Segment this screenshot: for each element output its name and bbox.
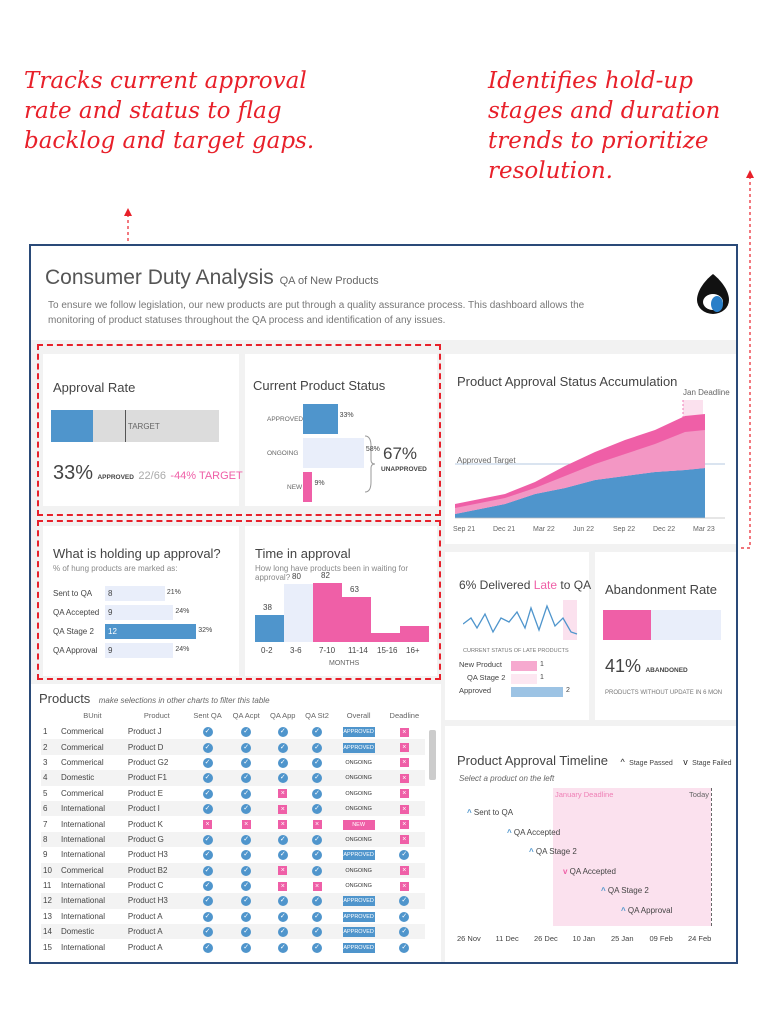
column-header[interactable]: BUnit	[83, 710, 102, 720]
overall-status-badge: APPROVED	[343, 729, 374, 736]
approval-rate-title: Approval Rate	[53, 380, 136, 395]
table-row[interactable]	[41, 801, 425, 816]
table-row[interactable]	[41, 832, 425, 847]
highlight-box-top	[37, 344, 441, 516]
row-unit: International	[60, 850, 105, 860]
column-header[interactable]: QA St2	[305, 710, 329, 720]
late-caption: CURRENT STATUS OF LATE PRODUCTS	[463, 648, 569, 654]
timeline-stage[interactable]	[563, 867, 616, 876]
company-logo-icon	[695, 272, 731, 316]
cross-icon: ×	[400, 866, 409, 875]
check-icon: ✓	[278, 758, 288, 768]
timeline-x-tick: 25 Jan	[611, 934, 634, 943]
time-xlabel: MONTHS	[329, 660, 360, 667]
row-unit: International	[60, 881, 105, 891]
unapproved-label: UNAPPROVED	[381, 466, 427, 473]
current-status-title: Current Product Status	[253, 378, 386, 393]
column-header[interactable]: Deadline	[389, 710, 420, 720]
row-unit: Commerical	[59, 863, 126, 878]
overall-status-badge: ONGOING	[345, 806, 372, 813]
check-icon: ✓	[312, 758, 322, 768]
check-icon: ✓	[312, 943, 322, 953]
today-marker	[711, 788, 712, 926]
row-unit: Commerical	[60, 788, 104, 798]
timeline-stage[interactable]	[621, 906, 672, 915]
row-unit: Commerical	[59, 739, 126, 754]
abandon-summary: 41% ABANDONED	[605, 656, 688, 676]
late-label: Approved	[459, 686, 492, 695]
status-label-approved: APPROVED	[267, 416, 304, 423]
cross-icon: ×	[400, 820, 409, 829]
timeline-x-tick: 09 Feb	[649, 934, 673, 943]
cross-icon: ×	[278, 789, 287, 798]
check-icon: ✓	[399, 850, 409, 860]
cross-icon: ×	[203, 820, 212, 829]
highlight-box-bottom	[37, 520, 441, 680]
row-product: Product C	[127, 881, 164, 891]
overall-status-badge: ONGOING	[345, 759, 372, 766]
abandon-caption: PRODUCTS WITHOUT UPDATE IN 6 MON	[605, 690, 723, 696]
dashboard-frame	[29, 244, 738, 964]
holding-pct: 24%	[175, 646, 190, 653]
check-icon: ✓	[241, 789, 251, 799]
check-icon: ✓	[312, 727, 322, 737]
timeline-x-tick: 26 Dec	[534, 934, 558, 943]
timeline-stage[interactable]	[601, 886, 649, 895]
holding-pct: 21%	[166, 589, 181, 596]
status-value-approved: 33%	[339, 412, 354, 419]
stage-passed-icon: ^	[529, 847, 536, 856]
row-product: Product D	[126, 739, 188, 754]
holding-pct: 24%	[175, 608, 190, 615]
time-x-tick: 11-14	[348, 646, 368, 655]
abandon-track	[603, 610, 721, 640]
timeline-panel[interactable]	[445, 726, 737, 964]
timeline-stage[interactable]	[529, 847, 577, 856]
check-icon: ✓	[312, 896, 322, 906]
status-value-new: 9%	[314, 480, 325, 487]
page-description: To ensure we follow legislation, our new products are put through a quality assurance process. This dashboard allows the monitoring of product statuses throughout the QA process and identification of any issues.	[48, 300, 585, 326]
table-row[interactable]	[41, 924, 425, 939]
holding-label: Sent to QA	[53, 589, 93, 598]
abandon-panel[interactable]	[595, 552, 737, 720]
row-number: 10	[41, 863, 59, 878]
check-icon: ✓	[203, 789, 213, 799]
check-icon: ✓	[241, 835, 251, 845]
time-bar-label: 63	[350, 584, 359, 594]
check-icon: ✓	[312, 743, 322, 753]
late-panel[interactable]	[445, 552, 592, 720]
late-count: 1	[540, 661, 544, 668]
stage-label: QA Accepted	[569, 866, 616, 876]
overall-status-badge: ONGOING	[345, 867, 372, 874]
today-label: Today	[689, 790, 710, 799]
abandon-bar	[603, 610, 651, 640]
check-icon: ✓	[241, 912, 251, 922]
row-number: 3	[43, 757, 48, 767]
target-label: TARGET	[127, 422, 160, 431]
deadline-label: Jan Deadline	[683, 388, 730, 397]
check-icon: ✓	[312, 850, 322, 860]
check-icon: ✓	[241, 927, 251, 937]
check-icon: ✓	[203, 804, 213, 814]
check-icon: ✓	[241, 804, 251, 814]
time-title: Time in approval	[255, 546, 351, 561]
check-icon: ✓	[203, 743, 213, 753]
check-icon: ✓	[241, 758, 251, 768]
acc-x-tick: Dec 22	[653, 526, 676, 533]
column-header[interactable]: QA App	[270, 710, 296, 720]
row-unit: International	[60, 942, 105, 952]
row-number: 8	[41, 832, 59, 847]
products-table	[41, 706, 425, 955]
overall-status-badge: APPROVED	[343, 852, 374, 859]
holding-title: What is holding up approval?	[53, 546, 221, 561]
unapproved-value: 67%	[383, 444, 418, 463]
annotation-left: Tracks current approval rate and status to flag backlog and target gaps.	[24, 68, 315, 154]
check-icon: ✓	[278, 743, 288, 753]
row-unit: International	[60, 819, 105, 829]
stage-label: QA Stage 2	[607, 886, 649, 895]
timeline-x-tick: 11 Dec	[495, 934, 519, 943]
cross-icon: ×	[400, 789, 409, 798]
annotation-right: Identifies hold-up stages and duration trends to prioritize resolution.	[488, 68, 721, 184]
cross-icon: ×	[400, 882, 409, 891]
time-bar-label: 82	[321, 570, 330, 580]
stage-passed-icon: ^	[507, 827, 514, 837]
table-row[interactable]	[41, 939, 425, 954]
late-label: QA Stage 2	[467, 673, 506, 682]
row-unit: Domestic	[59, 770, 126, 785]
cross-icon: ×	[242, 820, 251, 829]
col-index	[41, 706, 59, 724]
row-product: Product I	[126, 801, 188, 816]
late-sparkline	[463, 598, 581, 642]
holding-subtitle: % of hung products are marked as:	[53, 564, 178, 573]
row-product: Product B2	[126, 863, 188, 878]
table-row[interactable]	[41, 878, 425, 893]
row-product: Product K	[127, 819, 163, 829]
late-bar[interactable]	[511, 661, 537, 671]
check-icon: ✓	[312, 912, 322, 922]
stage-passed-icon: ^	[467, 808, 474, 817]
row-number: 5	[43, 788, 48, 798]
row-product: Product F1	[126, 770, 188, 785]
check-icon: ✓	[203, 896, 213, 906]
holding-label: QA Accepted	[53, 608, 100, 617]
row-product: Product G	[126, 832, 188, 847]
column-header[interactable]: Sent QA	[193, 710, 222, 720]
check-icon: ✓	[278, 727, 288, 737]
late-count: 2	[566, 687, 570, 694]
overall-status-badge: ONGOING	[345, 836, 372, 843]
check-icon: ✓	[241, 866, 251, 876]
accumulation-panel[interactable]	[445, 354, 737, 544]
late-title: 6% Delivered Late to QA	[459, 578, 592, 592]
check-icon: ✓	[241, 943, 251, 953]
table-row[interactable]	[41, 739, 425, 754]
page-subtitle: QA of New Products	[279, 275, 379, 287]
row-unit: International	[60, 911, 105, 921]
time-x-tick: 16+	[406, 646, 420, 655]
timeline-x-tick: 24 Feb	[688, 934, 712, 943]
time-bar-label: 38	[263, 602, 272, 612]
stage-label: QA Accepted	[513, 827, 561, 837]
check-icon: ✓	[203, 758, 213, 768]
timeline-x-tick: 26 Nov	[457, 934, 481, 943]
column-header[interactable]: Overall	[346, 710, 371, 720]
timeline-header: Product Approval Timeline ^ Stage Passed v Stage Failed	[457, 753, 732, 768]
cross-icon: ×	[400, 835, 409, 844]
stage-label: QA Approval	[627, 905, 673, 915]
holding-count: 9	[108, 646, 113, 655]
row-number: 7	[43, 819, 48, 829]
row-unit: Commerical	[60, 757, 104, 767]
table-row[interactable]	[41, 863, 425, 878]
cross-icon: ×	[400, 743, 409, 752]
row-product: Product A	[127, 942, 163, 952]
check-icon: ✓	[399, 896, 409, 906]
check-icon: ✓	[203, 835, 213, 845]
row-number: 11	[43, 881, 52, 891]
check-icon: ✓	[241, 773, 251, 783]
page-title: Consumer Duty Analysis QA of New Products	[45, 266, 379, 289]
overall-status-badge: APPROVED	[343, 913, 374, 920]
row-number: 6	[41, 801, 59, 816]
acc-x-tick: Mar 23	[693, 526, 715, 533]
check-icon: ✓	[278, 850, 288, 860]
cross-icon: ×	[278, 882, 287, 891]
table-row[interactable]	[41, 755, 425, 770]
table-row[interactable]	[41, 786, 425, 801]
row-number: 15	[43, 942, 52, 952]
row-product: Product A	[126, 924, 188, 939]
acc-x-tick: Sep 21	[453, 526, 476, 533]
cross-icon: ×	[278, 866, 287, 875]
overall-status-badge: APPROVED	[343, 744, 374, 751]
overall-status-badge: ONGOING	[345, 790, 372, 797]
cross-icon: ×	[313, 882, 322, 891]
overall-status-badge: ONGOING	[345, 775, 372, 782]
time-bar-label: 80	[292, 572, 301, 582]
late-label: New Product	[459, 660, 502, 669]
acc-x-tick: Mar 22	[533, 526, 555, 533]
row-unit: Commerical	[60, 727, 104, 737]
table-row[interactable]	[41, 770, 425, 785]
table-row[interactable]	[41, 816, 425, 831]
overall-status-badge: NEW	[343, 820, 375, 830]
late-bar[interactable]	[511, 687, 563, 697]
check-icon: ✓	[312, 866, 322, 876]
row-product: Product G2	[127, 757, 169, 767]
table-row[interactable]	[41, 893, 425, 908]
status-label-new: NEW	[287, 484, 303, 491]
check-icon: ✓	[278, 773, 288, 783]
time-x-tick: 7-10	[319, 646, 336, 655]
check-icon: ✓	[203, 773, 213, 783]
table-scrollbar[interactable]	[429, 730, 436, 780]
check-icon: ✓	[203, 927, 213, 937]
check-icon: ✓	[312, 789, 322, 799]
status-value-ongoing: 58%	[365, 446, 380, 453]
check-icon: ✓	[312, 835, 322, 845]
stage-failed-icon: v	[563, 866, 570, 876]
check-icon: ✓	[312, 927, 322, 937]
stage-passed-icon: ^	[621, 905, 628, 915]
cross-icon: ×	[313, 820, 322, 829]
check-icon: ✓	[203, 727, 213, 737]
holding-pct: 32%	[198, 627, 213, 634]
cross-icon: ×	[400, 774, 409, 783]
stage-label: Sent to QA	[473, 808, 514, 817]
overall-status-badge: APPROVED	[343, 944, 374, 951]
check-icon: ✓	[399, 927, 409, 937]
time-subtitle: How long have products been in waiting for approval?	[255, 564, 408, 582]
check-icon: ✓	[399, 912, 409, 922]
time-x-tick: 15-16	[377, 646, 398, 655]
row-unit: International	[59, 832, 126, 847]
timeline-stage[interactable]	[507, 828, 560, 837]
cross-icon: ×	[278, 805, 287, 814]
check-icon: ✓	[399, 943, 409, 953]
row-unit: International	[59, 801, 126, 816]
overall-status-badge: ONGOING	[345, 883, 372, 890]
check-icon: ✓	[241, 881, 251, 891]
timeline-stage[interactable]	[467, 808, 513, 817]
stage-failed-icon: v	[683, 757, 688, 767]
holding-count: 8	[108, 589, 113, 598]
row-unit: Domestic	[59, 924, 126, 939]
status-label-ongoing: ONGOING	[267, 450, 299, 457]
late-bar[interactable]	[511, 674, 537, 684]
row-product: Product A	[127, 911, 163, 921]
check-icon: ✓	[203, 866, 213, 876]
check-icon: ✓	[312, 804, 322, 814]
check-icon: ✓	[241, 743, 251, 753]
check-icon: ✓	[241, 850, 251, 860]
products-header: Products make selections in other charts to filter this table	[39, 691, 270, 706]
timeline-subtitle: Select a product on the left	[459, 774, 555, 783]
row-product: Product H3	[126, 893, 188, 908]
check-icon: ✓	[241, 727, 251, 737]
check-icon: ✓	[278, 927, 288, 937]
stage-passed-icon: ^	[601, 886, 608, 895]
check-icon: ✓	[203, 881, 213, 891]
table-row[interactable]	[41, 909, 425, 924]
products-panel[interactable]	[31, 684, 441, 964]
overall-status-badge: APPROVED	[343, 898, 374, 905]
row-unit: International	[59, 893, 126, 908]
cross-icon: ×	[400, 758, 409, 767]
late-count: 1	[540, 674, 544, 681]
approved-target-label: Approved Target	[457, 456, 516, 465]
stage-label: QA Stage 2	[535, 847, 577, 856]
check-icon: ✓	[203, 912, 213, 922]
acc-x-tick: Dec 21	[493, 526, 516, 533]
cross-icon: ×	[400, 805, 409, 814]
time-x-tick: 0-2	[261, 646, 273, 655]
check-icon: ✓	[278, 835, 288, 845]
check-icon: ✓	[241, 896, 251, 906]
cross-icon: ×	[278, 820, 287, 829]
table-row[interactable]	[41, 847, 425, 862]
check-icon: ✓	[203, 943, 213, 953]
approval-rate-summary: 33% APPROVED 22/66 -44% TARGET	[53, 462, 243, 484]
check-icon: ✓	[278, 912, 288, 922]
abandon-title: Abandonment Rate	[605, 582, 718, 597]
acc-x-tick: Jun 22	[573, 526, 595, 533]
column-header[interactable]: Product	[143, 710, 170, 720]
row-number: 14	[41, 924, 59, 939]
stage-passed-icon: ^	[620, 757, 625, 767]
row-product: Product H3	[127, 850, 168, 860]
check-icon: ✓	[278, 943, 288, 953]
row-product: Product E	[127, 788, 163, 798]
holding-label: QA Stage 2	[53, 627, 94, 636]
time-x-tick: 3-6	[290, 646, 302, 655]
row-number: 4	[41, 770, 59, 785]
check-icon: ✓	[203, 850, 213, 860]
cross-icon: ×	[400, 728, 409, 737]
row-number: 1	[43, 727, 48, 737]
acc-x-tick: Sep 22	[613, 526, 636, 533]
row-number: 13	[43, 911, 52, 921]
accumulation-title: Product Approval Status Accumulation	[457, 374, 678, 389]
check-icon: ✓	[312, 773, 322, 783]
row-number: 2	[41, 739, 59, 754]
holding-count: 9	[108, 608, 113, 617]
row-number: 12	[41, 893, 59, 908]
timeline-x-tick: 10 Jan	[572, 934, 596, 943]
check-icon: ✓	[278, 896, 288, 906]
overall-status-badge: APPROVED	[343, 929, 374, 936]
column-header[interactable]: QA Acpt	[232, 710, 260, 720]
holding-label: QA Approval	[53, 646, 98, 655]
holding-count: 12	[108, 627, 117, 636]
table-row[interactable]	[41, 724, 425, 739]
row-number: 9	[43, 850, 48, 860]
row-product: Product J	[127, 727, 162, 737]
deadline-zone-label: January Deadline	[555, 790, 614, 799]
